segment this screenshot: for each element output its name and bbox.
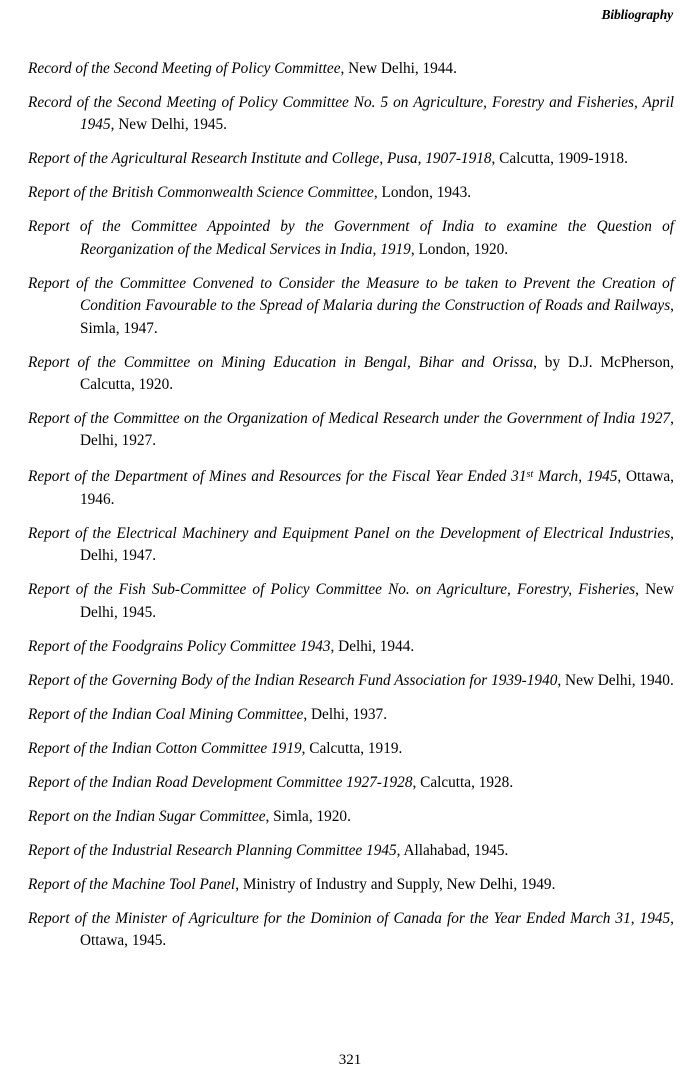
- entry-title-continued: March, 1945: [533, 468, 618, 486]
- entry-publication-details: , Delhi, 1927.: [80, 410, 674, 450]
- bibliography-entry: [28, 670, 674, 692]
- entry-title: Report of the Committee on Mining Education in Bengal, Bihar and Orissa: [28, 353, 534, 371]
- bibliography-entry: [28, 216, 674, 261]
- ordinal-suffix: st: [526, 469, 534, 481]
- bibliography-entry: [28, 273, 674, 340]
- bibliography-entry: [28, 464, 674, 511]
- entry-title: Report of the British Commonwealth Science Committee: [28, 184, 374, 202]
- entry-publication-details: , Delhi, 1947.: [80, 525, 674, 565]
- entry-publication-details: , New Delhi, 1944.: [340, 60, 457, 77]
- entry-publication-details: , Ministry of Industry and Supply, New Delhi, 1949.: [235, 875, 556, 893]
- entry-publication-details: , New Delhi, 1945.: [80, 581, 674, 621]
- entry-title: Record of the Second Meeting of Policy Committee No. 5 on Agriculture, Forestry and Fisheries, April 1945: [28, 94, 674, 134]
- bibliography-entry: [28, 92, 674, 137]
- entry-title: Report on the Indian Sugar Committee: [28, 807, 266, 825]
- entry-title: Report of the Agricultural Research Institute and College, Pusa, 1907-1918: [28, 150, 492, 168]
- entry-title: Record of the Second Meeting of Policy Committee: [28, 60, 341, 77]
- entry-title: Report of the Committee Convened to Consider the Measure to be taken to Prevent the Creation of Condition Favourable to the Spread of Malaria during the Construction of Roads and Railways: [28, 274, 674, 315]
- entry-title: Report of the Governing Body of the Indian Research Fund Association for 1939-1940: [28, 671, 558, 689]
- bibliography-entry: [28, 408, 674, 453]
- entry-publication-details: , Delhi, 1944.: [330, 637, 415, 655]
- entry-publication-details: , by D.J. McPherson, Calcutta, 1920.: [80, 353, 674, 394]
- bibliography-list: [28, 58, 674, 953]
- entry-title: Report of the Committee on the Organization of Medical Research under the Government of India 1927: [28, 410, 671, 428]
- bibliography-entry: [28, 148, 674, 170]
- entry-title: Report of the Department of Mines and Resources for the Fiscal Year Ended 31: [28, 468, 527, 486]
- entry-publication-details: , Calcutta, 1928.: [412, 773, 514, 791]
- bibliography-entry: [28, 636, 674, 658]
- entry-title: Report of the Electrical Machinery and Equipment Panel on the Development of Electrical Industries: [28, 525, 671, 543]
- entry-title: Report of the Minister of Agriculture for the Dominion of Canada for the Year Ended March 31, 1945: [28, 909, 671, 927]
- bibliography-entry: [28, 772, 674, 794]
- page-number: 321: [338, 1052, 362, 1068]
- bibliography-entry: [28, 874, 674, 896]
- entry-title: Report of the Fish Sub-Committee of Policy Committee No. on Agriculture, Forestry, Fisheries: [28, 581, 636, 599]
- entry-publication-details: , London, 1920.: [410, 240, 509, 258]
- entry-publication-details: , New Delhi, 1940.: [557, 671, 674, 689]
- running-head: Bibliography: [601, 7, 673, 22]
- entry-title: Report of the Indian Coal Mining Committee: [28, 705, 304, 723]
- entry-title: Report of the Industrial Research Planning Committee 1945: [28, 841, 397, 859]
- entry-publication-details: , London, 1943.: [373, 184, 472, 202]
- bibliography-entry: [28, 523, 674, 568]
- bibliography-entry: [28, 579, 674, 624]
- bibliography-entry: [28, 738, 674, 760]
- entry-publication-details: , New Delhi, 1945.: [110, 116, 228, 134]
- entry-title: Report of the Machine Tool Panel: [28, 875, 236, 893]
- entry-publication-details: , Delhi, 1937.: [303, 705, 388, 723]
- bibliography-entry: [28, 806, 674, 828]
- entry-title: Report of the Indian Road Development Committee 1927-1928: [28, 773, 413, 791]
- entry-publication-details: , Calcutta, 1909-1918.: [491, 150, 628, 168]
- bibliography-entry: [28, 840, 674, 862]
- bibliography-entry: [28, 704, 674, 726]
- bibliography-entry: [28, 182, 674, 204]
- entry-title: Report of the Foodgrains Policy Committee 1943: [28, 637, 331, 655]
- entry-title: Report of the Indian Cotton Committee 1919: [28, 739, 302, 757]
- entry-publication-details: , Ottawa, 1946.: [80, 468, 674, 509]
- entry-publication-details: , Simla, 1920.: [265, 807, 351, 825]
- entry-publication-details: , Ottawa, 1945.: [80, 909, 674, 950]
- entry-publication-details: , Calcutta, 1919.: [301, 739, 403, 757]
- entry-publication-details: , Allahabad, 1945.: [396, 841, 509, 859]
- bibliography-entry: [28, 58, 674, 80]
- bibliography-entry: [28, 352, 674, 397]
- bibliography-entry: [28, 908, 674, 953]
- entry-title: Report of the Committee Appointed by the Government of India to examine the Question of Reorganization of the Medical Services in India, 1919: [28, 218, 674, 258]
- entry-publication-details: , Simla, 1947.: [80, 297, 674, 337]
